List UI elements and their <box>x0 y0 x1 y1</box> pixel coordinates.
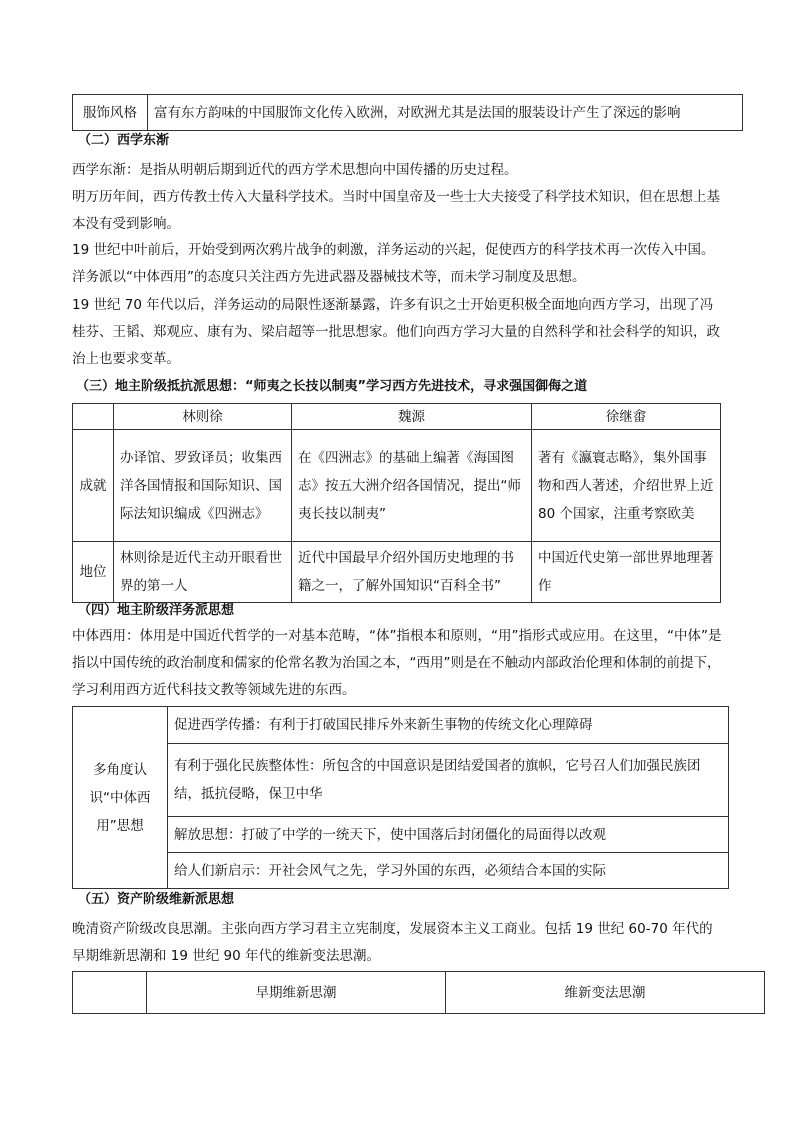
status-wei-yuan: 近代中国最早介绍外国历史地理的书籍之一，了解外国知识“百科全书” <box>292 542 532 603</box>
clothing-style-table <box>72 94 743 131</box>
section-4-p1: 中体西用：体用是中国近代哲学的一对基本范畴，“体”指根本和原则，“用”指形式或应用。在这里，“中体”是指以中国传统的政治制度和儒家的伦常名教为治国之本，“西用”则是在不触动内部政治伦理和体制的前提下，学习利用西方近代科技文教等领域先进的东西。 <box>72 628 722 698</box>
achievement-lin-zexu: 办译馆、罗致译员；收集西洋各国情报和国际知识、国际法知识编成《四洲志》 <box>114 430 292 542</box>
reform-table <box>72 971 765 1014</box>
header-xu-jiyu: 徐继畬 <box>532 404 721 430</box>
header-lin-zexu: 林则徐 <box>114 404 292 430</box>
section-2-p3: 19 世纪中叶前后，开始受到两次鸦片战争的刺激，洋务运动的兴起，促使西方的科学技术再一次传入中国。洋务派以“中体西用”的态度只关注西方先进武器及器械技术等，而未学习制度及思想。 <box>72 242 715 285</box>
header-wei-yuan: 魏源 <box>292 404 532 430</box>
row-status-label: 地位 <box>73 542 114 603</box>
zhongti-xiyong-table <box>72 706 729 889</box>
reform-header-late: 维新变法思潮 <box>446 972 765 1014</box>
zhongti-item-2: 有利于强化民族整体性：所包含的中国意识是团结爱国者的旗帜，它号召人们加强民族团结，抵抗侵略，保卫中华 <box>168 744 729 817</box>
section-2-p1: 西学东渐：是指从明朝后期到近代的西方学术思想向中国传播的历史过程。 <box>72 162 518 178</box>
section-3-heading: （三）地主阶级抵抗派思想：“师夷之长技以制夷”学习西方先进技术，寻求强国御侮之道 <box>76 379 588 394</box>
clothing-style-label: 服饰风格 <box>73 95 148 131</box>
zhongti-xiyong-label: 多角度认识“中体西用”思想 <box>73 707 168 889</box>
zhongti-item-4: 给人们新启示：开社会风气之先，学习外国的东西，必须结合本国的实际 <box>168 853 729 889</box>
section-5-heading: （五）资产阶级维新派思想 <box>78 892 235 907</box>
header-blank-cell <box>73 404 114 430</box>
clothing-style-text: 富有东方韵味的中国服饰文化传入欧洲，对欧洲尤其是法国的服装设计产生了深远的影响 <box>148 95 743 131</box>
achievement-xu-jiyu: 著有《瀛寰志略》，集外国事物和西人著述，介绍世界上近 80 个国家，注重考察欧美 <box>532 430 721 542</box>
reform-header-blank <box>73 972 147 1014</box>
zhongti-item-1: 促进西学传播：有利于打破国民排斥外来新生事物的传统文化心理障碍 <box>168 707 729 744</box>
status-xu-jiyu: 中国近代史第一部世界地理著作 <box>532 542 721 603</box>
achievement-wei-yuan: 在《四洲志》的基础上编著《海国图志》按五大洲介绍各国情况，提出“师夷长技以制夷” <box>292 430 532 542</box>
section-2-p4: 19 世纪 70 年代以后，洋务运动的局限性逐渐暴露，许多有识之士开始更积极全面地向西方学习，出现了冯桂芬、王韬、郑观应、康有为、梁启超等一批思想家。他们向西方学习大量的自然科学和社会科学的知识，政治上也要求变革。 <box>72 297 720 367</box>
section-5-p1: 晚清资产阶级改良思潮。主张向西方学习君主立宪制度，发展资本主义工商业。包括 19 世纪 60-70 年代的早期维新思潮和 19 世纪 90 年代的维新变法思潮。 <box>72 921 713 964</box>
row-achievement-label: 成就 <box>73 430 114 542</box>
section-4-heading: （四）地主阶级洋务派思想 <box>78 603 235 618</box>
zhongti-item-3: 解放思想：打破了中学的一统天下，使中国落后封闭僵化的局面得以改观 <box>168 817 729 853</box>
resistance-table <box>72 403 721 603</box>
section-2-heading: （二）西学东渐 <box>78 133 170 148</box>
status-lin-zexu: 林则徐是近代主动开眼看世界的第一人 <box>114 542 292 603</box>
reform-header-early: 早期维新思潮 <box>147 972 446 1014</box>
section-2-p2: 明万历年间，西方传教士传入大量科学技术。当时中国皇帝及一些士大夫接受了科学技术知识，但在思想上基本没有受到影响。 <box>72 189 720 232</box>
